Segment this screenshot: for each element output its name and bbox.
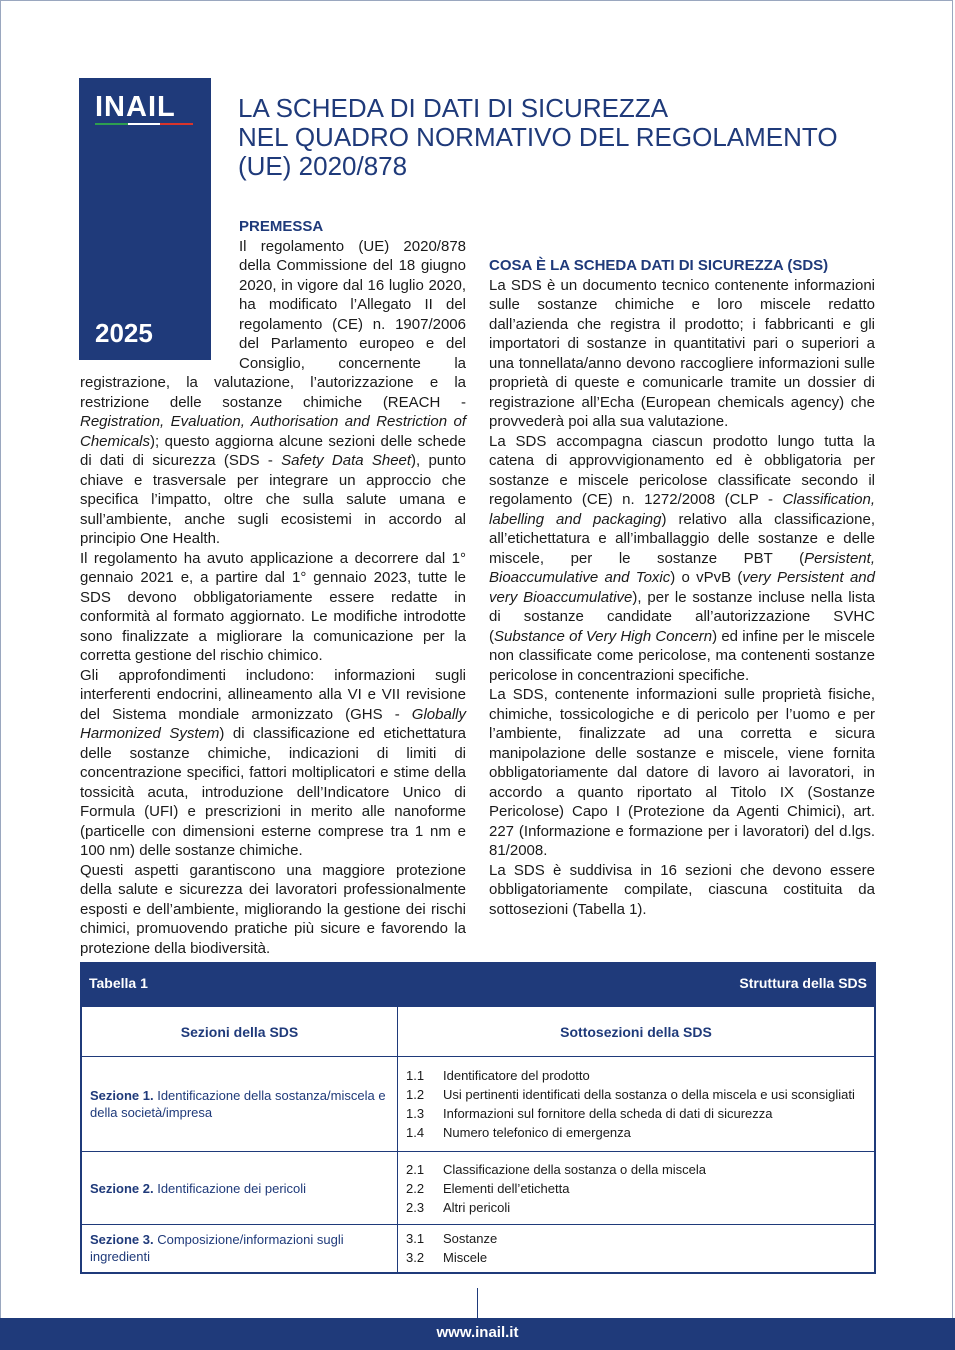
premessa-paragraph-4: Questi aspetti garantiscono una maggiore protezione della salute e sicurezza dei lavoratori professionalmente esposti e dell’ambiente, migliorando la gestione dei rischi chimici, promuovendo pratiche più sicure e favorendo la protezione della biodiversità. — [80, 861, 466, 957]
subsection-cell — [398, 1057, 876, 1152]
subsection-item: 1.4 Numero telefonico di emergenza — [406, 1125, 631, 1140]
subsection-item: 2.2 Elementi dell’etichetta — [406, 1180, 570, 1196]
sds-structure-table — [80, 1006, 876, 1274]
subsection-item: 2.1 Classificazione della sostanza o della miscela — [406, 1161, 707, 1177]
cosa-paragraph-1: La SDS è un documento tecnico contenente informazioni sulle sostanze chimiche e loro miscele redatto dall’azienda che registra il prodotto; i fabbricanti e gli importatori di sostanze in quantitativi pari o superiori a una tonnellata/anno devono raccogliere informazioni sulle proprietà di queste e comunicarle tramite un dossier di registrazione all’Echa (European chemicals agency) che provvederà poi alla sua valutazione. — [489, 276, 875, 430]
cosa-paragraph-2: La SDS accompagna ciascun prodotto lungo tutta la catena di approvvigionamento ed è obbligatoria per sostanze e miscele pericolose classificate secondo il regolamento (CE) n. 1272/2008 (CLP - Classification, labelling and packaging) relativo alla classificazione, all’etichettatura e all’imballaggio delle sostanze e delle miscele, per le sostanze PBT (Persistent, Bioaccumulative and Toxic) o vPvB (very Persistent and very Bioaccumulative), per le sostanze incluse nella lista di sostanze candidate all’autorizzazione SVHC (Substance of Very High Concern) ed infine per le miscele non classificate come pericolose, ma contenenti sostanze pericolose in concentrazioni specifiche. — [489, 432, 876, 684]
column-header-subsections: Sottosezioni della SDS — [398, 1007, 876, 1057]
subsection-item: 1.3 Informazioni sul fornitore della scheda di dati di sicurezza — [406, 1106, 773, 1121]
subsection-item: 1.1 Identificatore del prodotto — [406, 1068, 590, 1083]
subsection-item: 3.2 Miscele — [406, 1250, 488, 1266]
subsection-cell — [398, 1152, 876, 1225]
premessa-paragraph-1: Il regolamento (UE) 2020/878 della Commissione del 18 giugno 2020, in vigore dal 16 luglio 2020, ha modificato l’Allegato II del regolamento (CE) n. 1907/2006 del Parlamento europeo e del Consiglio, concernente la registrazione, la valutazione, l’autorizzazione e la restrizione delle sostanze chimiche (REACH - Registration, Evaluation, Authorisation and Restriction of Chemicals); questo aggiorna alcune sezioni delle schede di dati di sicurezza (SDS - Safety Data Sheet), punto chiave e trasversale per integrare un approccio che specifica l’impatto, oltre che sulla salute umana e sull’ambiente, anche sugli ecosistemi in accordo al principio One Health. — [80, 237, 466, 547]
table-header-bar — [80, 962, 876, 1006]
cosa-paragraph-3: La SDS, contenente informazioni sulle proprietà fisiche, chimiche, tossicologiche e di pericolo per l’uomo e per l’ambiente, finalizzate ad una corretta e sicura manipolazione delle sostanze e miscele, viene fornita obbligatoriamente dal datore di lavoro ai lavoratori, in accordo a quanto riportato al Titolo IX (Sostanze Pericolose) Capo I (Protezione da Agenti Chimici), art. 227 (Informazione e formazione per i lavoratori) del d.lgs. 81/2008. — [489, 686, 875, 859]
footer-divider — [477, 1288, 478, 1318]
premessa-paragraph-2: Il regolamento ha avuto applicazione a decorrere dal 1° gennaio 2021 e, a partire dal 1° gennaio 2023, tutte le SDS devono obbligatoriamente essere redatte in conformità al formato aggiornato. Le modifiche introdotte sono finalizzate a migliorare la comunicazione per la corretta gestione del rischio chimico. — [80, 549, 466, 664]
cosa-heading: COSA È LA SCHEDA DATI DI SICUREZZA (SDS) — [489, 257, 829, 274]
premessa-heading: PREMESSA — [239, 218, 324, 235]
table-row — [81, 1057, 875, 1152]
right-column — [489, 217, 875, 919]
table-row — [81, 1225, 875, 1273]
table-caption: Struttura della SDS — [739, 975, 867, 991]
subsection-cell — [398, 1225, 876, 1273]
year-label: 2025 — [95, 318, 153, 348]
subsection-item: 3.1 Sostanze — [406, 1231, 498, 1247]
cosa-paragraph-4: La SDS è suddivisa in 16 sezioni che devono essere obbligatoriamente compilate, ciascuna costituita da sottosezioni (Tabella 1). — [489, 861, 875, 918]
table-row — [81, 1152, 875, 1225]
float-spacer — [80, 217, 239, 372]
section-cell: Sezione 3. Composizione/informazioni sugli ingredienti — [81, 1225, 398, 1273]
table-label: Tabella 1 — [89, 975, 148, 991]
footer-url-link[interactable]: www.inail.it — [436, 1324, 519, 1341]
left-column — [80, 217, 466, 958]
premessa-paragraph-3: Gli approfondimenti includono: informazioni sugli interferenti endocrini, allineamento alla VI e VII revisione del Sistema mondiale armonizzato (GHS - Globally Harmonized System) di classificazione ed etichettatura delle sostanze chimiche, indicazioni di limiti di concentrazione specifici, fattori moltiplicatori e stime della tossicità acuta, introduzione dell’Indicatore Unico di Formula (UFI) e prescrizioni in merito alle nanoforme (particelle con dimensioni esterne comprese tra 1 nm e 100 nm) delle sostanze chimiche. — [80, 666, 467, 859]
section-cell: Sezione 1. Identificazione della sostanza/miscela e della società/impresa — [81, 1057, 398, 1152]
logo-stripe — [95, 123, 193, 125]
title-line-3: (UE) 2020/878 — [238, 151, 408, 181]
subsection-item: 1.2 Usi pertinenti identificati della sostanza o della miscela e usi sconsigliati — [406, 1087, 855, 1102]
logo-text: INAIL — [95, 91, 176, 123]
subsection-item: 2.3 Altri pericoli — [406, 1199, 511, 1215]
sds-table — [80, 962, 876, 1271]
footer-bar — [0, 1318, 955, 1350]
column-header-sections: Sezioni della SDS — [81, 1007, 398, 1057]
title-line-1: LA SCHEDA DI DATI DI SICUREZZA — [238, 93, 669, 123]
section-cell: Sezione 2. Identificazione dei pericoli — [81, 1152, 398, 1225]
inail-logo — [95, 92, 195, 125]
page-title — [238, 94, 918, 181]
title-line-2: NEL QUADRO NORMATIVO DEL REGOLAMENTO — [238, 122, 838, 152]
